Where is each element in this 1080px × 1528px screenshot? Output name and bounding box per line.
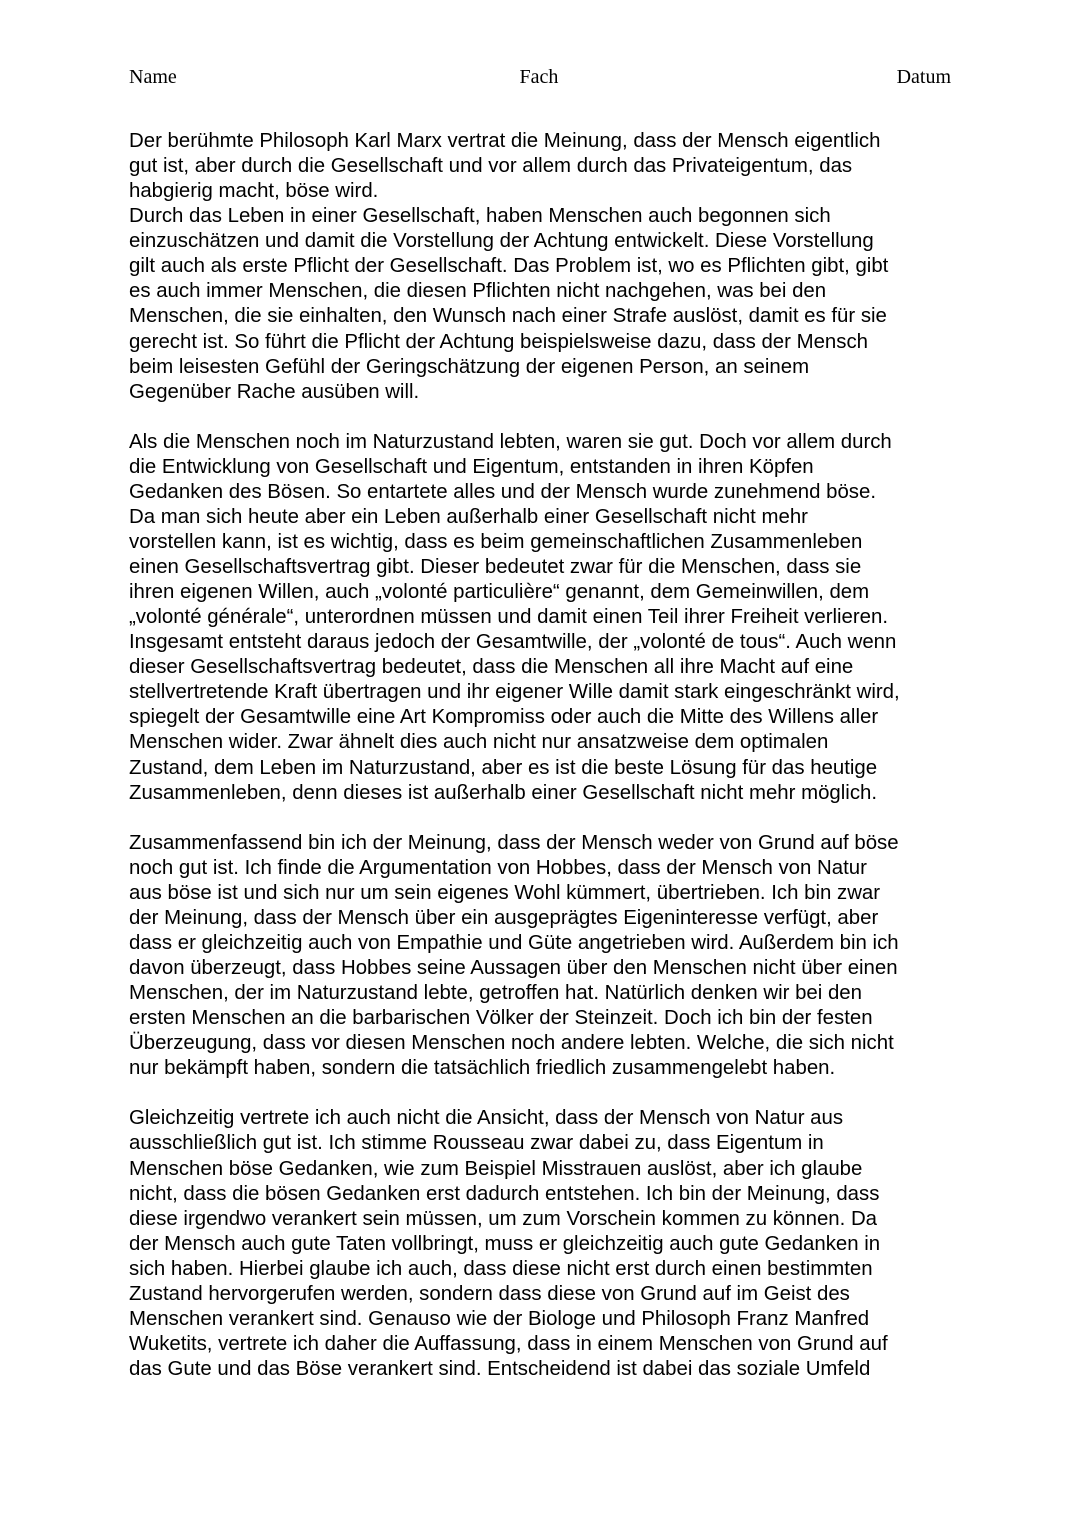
- header-name-label: Name: [129, 66, 177, 88]
- paragraph-society-respect: Durch das Leben in einer Gesellschaft, haben Menschen auch begonnen sich einzuschätzen und damit die Vorstellung der Achtung entwickelt. Diese Vorstellung gilt auch als erste Pflicht der Gesellschaft. Das Problem ist, wo es Pflichten gibt, gibt es auch immer Menschen, die diesen Pflichten nicht nachgehen, was bei den Menschen, die sie einhalten, den Wunsch nach einer Strafe auslöst, damit es für sie gerecht ist. So führt die Pflicht der Achtung beispielsweise dazu, dass der Mensch beim leisesten Gefühl der Geringschätzung der eigenen Person, an seinem Gegenüber Rache ausüben will.: [129, 205, 889, 403]
- paragraph-rousseau-opinion: Gleichzeitig vertrete ich auch nicht die Ansicht, dass der Mensch von Natur aus ausschließlich gut ist. Ich stimme Rousseau zwar dabei zu, dass Eigentum in Menschen böse Gedanken, wie zum Beispiel Misstrauen auslöst, aber ich glaube nicht, dass die bösen Gedanken erst dadurch entstehen. Ich bin der Meinung, dass diese irgendwo verankert sein müssen, um zum Vorschein kommen zu können. Da der Mensch auch gute Taten vollbringt, muss er gleichzeitig auch gute Gedanken in sich haben. Hierbei glaube ich auch, dass diese nicht erst durch einen bestimmten Zustand hervorgerufen werden, sondern dass diese von Grund auf im Geist des Menschen verankert sind. Genauso wie der Biologe und Philosoph Franz Manfred Wuketits, vertrete ich daher die Auffassung, dass in einem Menschen von Grund auf das Gute und das Böse verankert sind. Entscheidend ist dabei das soziale Umfeld: [129, 1107, 888, 1381]
- document-body: [129, 129, 959, 1382]
- paragraph-social-contract: Als die Menschen noch im Naturzustand lebten, waren sie gut. Doch vor allem durch die Entwicklung von Gesellschaft und Eigentum, entstanden in ihren Köpfen Gedanken des Bösen. So entartete alles und der Mensch wurde zunehmend böse. Da man sich heute aber ein Leben außerhalb einer Gesellschaft nicht mehr vorstellen kann, ist es wichtig, dass es beim gemeinschaftlichen Zusammenleben einen Gesellschaftsvertrag gibt. Dieser bedeutet zwar für die Menschen, dass sie ihren eigenen Willen, auch „volonté particulière“ genannt, dem Gemeinwillen, dem „volonté générale“, unterordnen müssen und damit einen Teil ihrer Freiheit verlieren. Insgesamt entsteht daraus jedoch der Gesamtwille, der „volonté de tous“. Auch wenn dieser Gesellschaftsvertrag bedeutet, dass die Menschen all ihre Macht auf eine stellvertretende Kraft übertragen und ihr eigener Wille damit stark eingeschränkt wird, spiegelt der Gesamtwille eine Art Kompromiss oder auch die Mitte des Willens aller Menschen wider. Zwar ähnelt dies auch nicht nur ansatzweise dem optimalen Zustand, dem Leben im Naturzustand, aber es ist die beste Lösung für das heutige Zusammenleben, denn dieses ist außerhalb einer Gesellschaft nicht mehr möglich.: [129, 430, 900, 804]
- header-date-label: Datum: [896, 66, 951, 88]
- header-subject-label: Fach: [519, 66, 559, 88]
- page-header: [129, 63, 951, 93]
- paragraph-hobbes-opinion: Zusammenfassend bin ich der Meinung, dass der Mensch weder von Grund auf böse noch gut ist. Ich finde die Argumentation von Hobbes, dass der Mensch von Natur aus böse ist und sich nur um sein eigenes Wohl kümmert, übertrieben. Ich bin zwar der Meinung, dass der Mensch über ein ausgeprägtes Eigeninteresse verfügt, aber dass er gleichzeitig auch von Empathie und Güte angetrieben wird. Außerdem bin ich davon überzeugt, dass Hobbes seine Aussagen über den Menschen nicht über einen Menschen, der im Naturzustand lebte, getroffen hat. Natürlich denken wir bei den ersten Menschen an die barbarischen Völker der Steinzeit. Doch ich bin der festen Überzeugung, dass vor diesen Menschen noch andere lebten. Welche, die sich nicht nur bekämpft haben, sondern die tatsächlich friedlich zusammengelebt haben.: [129, 831, 899, 1080]
- paragraph-marx-intro: Der berühmte Philosoph Karl Marx vertrat die Meinung, dass der Mensch eigentlich gut ist, aber durch die Gesellschaft und vor allem durch das Privateigentum, das habgierig macht, böse wird.: [129, 130, 881, 203]
